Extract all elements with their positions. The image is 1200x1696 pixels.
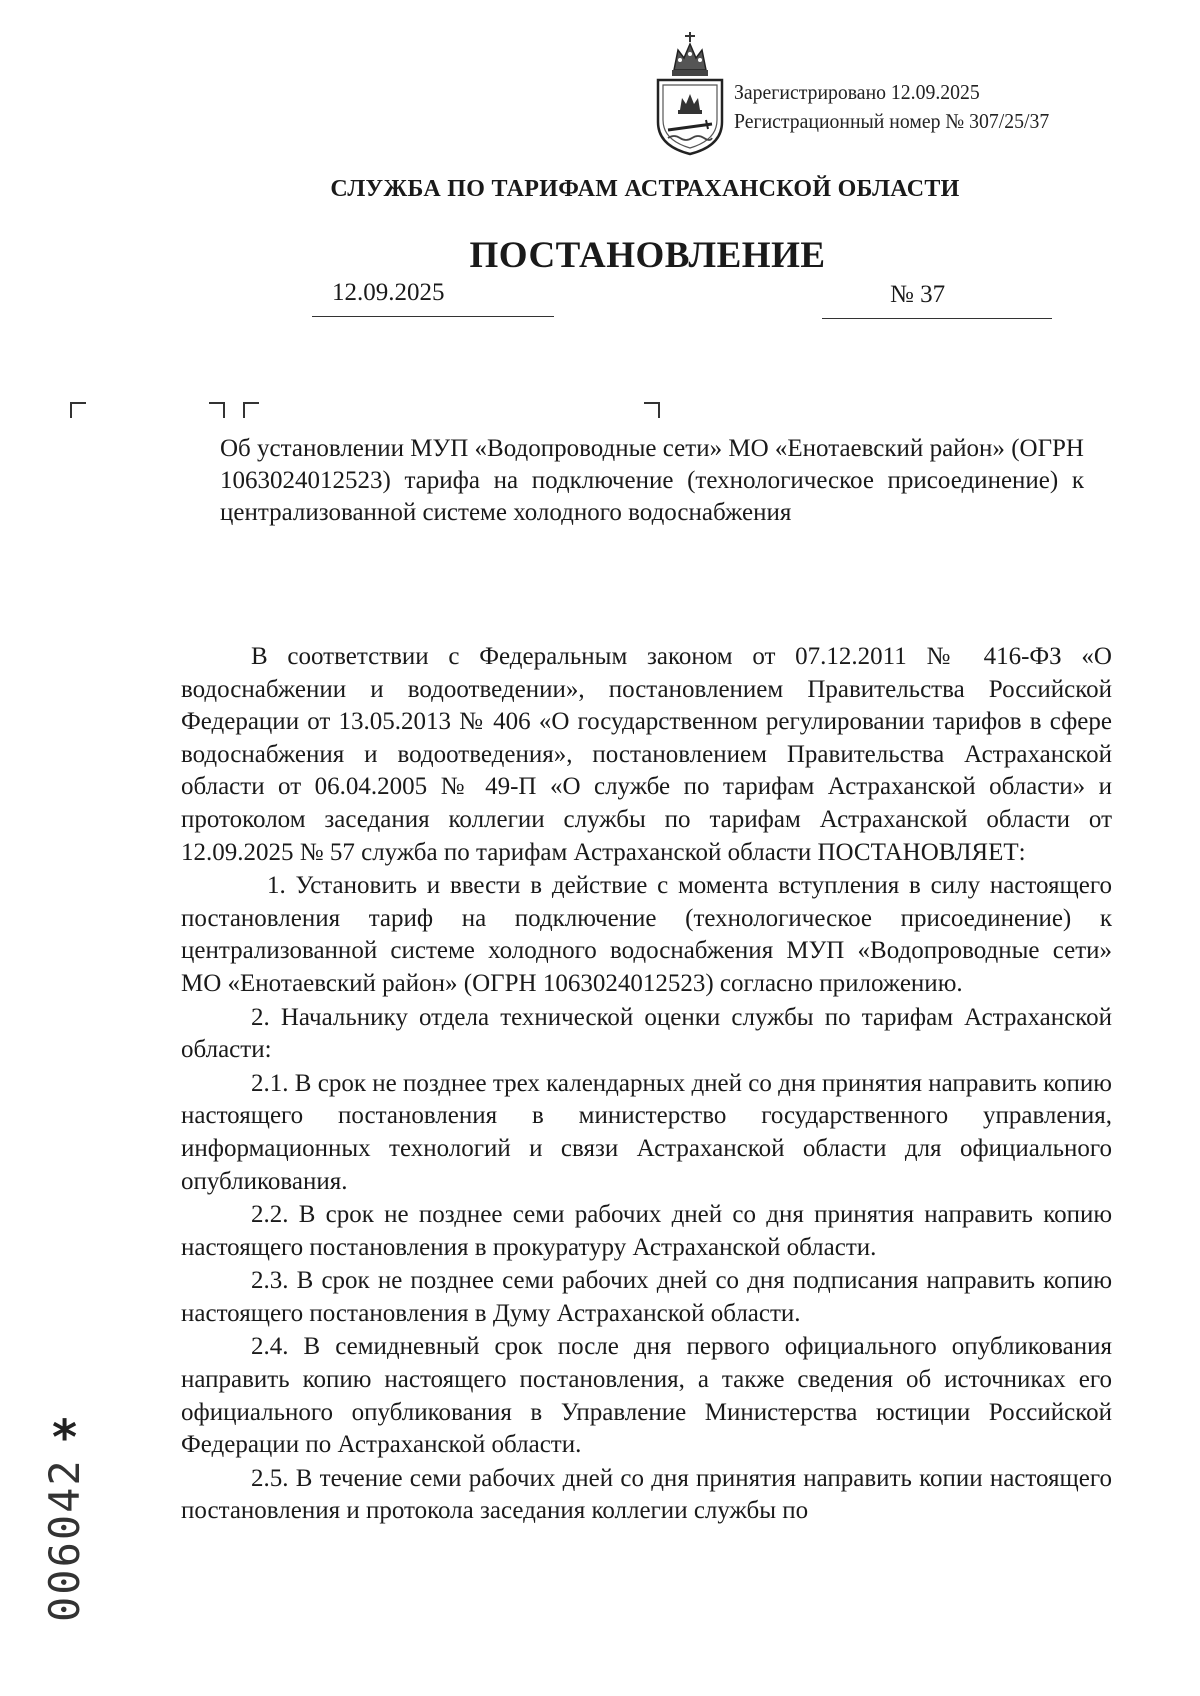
preamble-paragraph: В соответствии с Федеральным законом от 07.12.2011 № 416-ФЗ «О водоснабжении и водоотведении», постановлением Правительства Российской Федерации от 13.05.2013 № 406 «О государственном регулировании тарифов в сфере водоснабжения и водоотведения», постановлением Правительства Астраханской области от 06.04.2005 № 49-П «О службе по тарифам Астраханской области» и протоколом заседания коллегии службы по тарифам Астраханской области от 12.09.2025 № 57 служба по тарифам Астраханской области ПОСТАНОВЛЯЕТ: (181, 643, 1112, 866)
item-2-paragraph: 2. Начальнику отдела технической оценки службы по тарифам Астраханской области: (181, 1003, 1112, 1064)
document-type: ПОСТАНОВЛЕНИЕ (469, 235, 826, 276)
document-date: 12.09.2025 (332, 279, 445, 306)
corner-mark (644, 402, 660, 418)
item-2-4-paragraph: 2.4. В семидневный срок после дня первого официального опубликования направить копию настоящего постановления, а также сведения об источниках его официального опубликования в Управление Министерства юстиции Российской Федерации по Астраханской области. (181, 1333, 1112, 1459)
date-underline (312, 316, 554, 317)
agency-name: СЛУЖБА ПО ТАРИФАМ АСТРАХАНСКОЙ ОБЛАСТИ (330, 176, 960, 202)
corner-mark (70, 402, 86, 418)
coat-of-arms-icon (650, 30, 730, 158)
side-stamp-code: 006042 (40, 1458, 89, 1622)
number-underline (822, 318, 1052, 319)
corner-mark (209, 402, 225, 418)
item-2-3-paragraph: 2.3. В срок не позднее семи рабочих дней со дня подписания направить копию настоящего постановления в Думу Астраханской области. (181, 1267, 1112, 1327)
document-subject: Об установлении МУП «Водопроводные сети» МО «Енотаевский район» (ОГРН 1063024012523) тарифа на подключение (технологическое присоединение) к централизованной системе холодного водоснабжения (220, 435, 1084, 526)
registration-number: Регистрационный номер № 307/25/37 (734, 109, 1050, 133)
side-mark: * (52, 1410, 78, 1466)
registration-stamp (734, 78, 1049, 136)
item-2-5-paragraph: 2.5. В течение семи рабочих дней со дня принятия направить копии настоящего постановления и протокола заседания коллегии службы по (181, 1464, 1112, 1525)
corner-mark (243, 402, 259, 418)
item-2-1-paragraph: 2.1. В срок не позднее трех календарных дней со дня принятия направить копию настоящего постановления в министерство государственного управления, информационных технологий и связи Астраханской области для официального опубликования. (181, 1069, 1112, 1195)
document-body (181, 641, 1112, 1529)
item-1-paragraph: 1. Установить и ввести в действие с момента вступления в силу настоящего постановления тариф на подключение (технологическое присоединение) к централизованной системе холодного водоснабжения МУП «Водопроводные сети» МО «Енотаевский район» (ОГРН 1063024012523) согласно приложению. (181, 872, 1112, 997)
document-number: № 37 (890, 281, 946, 308)
item-2-2-paragraph: 2.2. В срок не позднее семи рабочих дней со дня принятия направить копию настоящего постановления в прокуратуру Астраханской области. (181, 1201, 1112, 1261)
registration-date: Зарегистрировано 12.09.2025 (734, 80, 980, 104)
